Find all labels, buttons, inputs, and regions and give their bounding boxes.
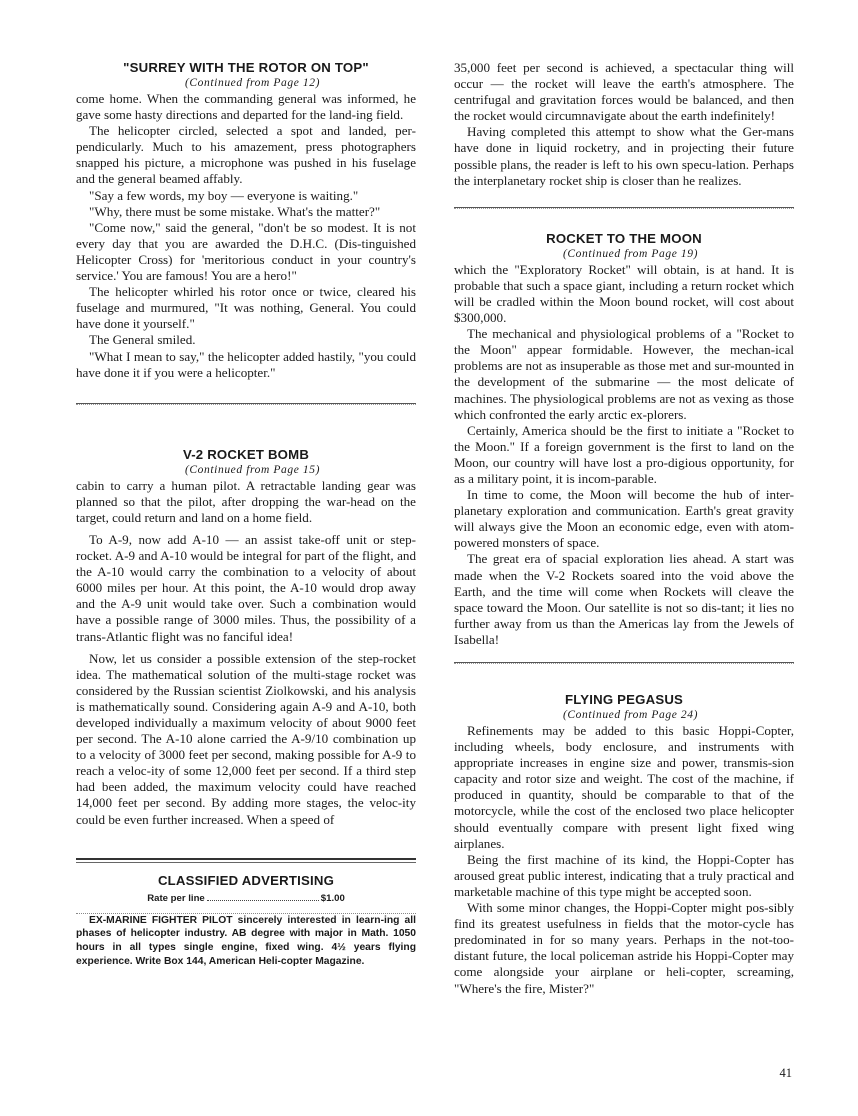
v2-continued: (Continued from Page 15) [184,463,321,476]
pegasus-paragraph: Being the first machine of its kind, the Hoppi-Copter has aroused great public interest, indicating that a truly practical and marketable machine of this type might be accepted soon. [454,851,794,899]
rate-value: $1.00 [320,892,345,904]
moon-paragraph: The great era of spacial exploration lies ahead. A start was made when the V-2 Rockets soared into the void above the Earth, and the time will come when Rockets will cleave the space toward the Moon. Our satellite is not so dis-tant; it lies no further away from us than the Americas lay from the Jewels of Isabella! [454,551,794,647]
pegasus-paragraph: With some minor changes, the Hoppi-Copter might pos-sibly find its greatest usefulness in fields that the motor-cycle has predominated in for so many years. Perhaps in the not-too-distant future, the local policeman astride his Hoppi-Copter may come alongside your airplane or heli-copter, screaming, "Where's the fire, Mister?" [454,900,794,996]
rate-leader-dots [207,900,319,901]
rate-line [76,891,416,907]
surrey-paragraph: The General smiled. [89,332,196,348]
surrey-paragraph: "Say a few words, my boy — everyone is waiting." [89,187,359,203]
v2-paragraph: cabin to carry a human pilot. A retractable landing gear was planned so that the pilot, after dropping the war-head on the target, could return and land on a home field. [76,477,416,525]
moon-paragraph: which the "Exploratory Rocket" will obtain, is at hand. It is probable that such a space giant, including a return rocket which will be cradled within the Moon bound rocket, will cost about $300,000. [454,261,794,326]
pegasus-title: FLYING PEGASUS [564,692,684,707]
moon-paragraph: The mechanical and physiological problems of a "Rocket to the Moon" appear formidable. However, the mechan-ical problems are not as insuperable as those met and sur-mounted in the development of the submarine — the most delicate of machines. The physiological problems are not as vexing as those which confronted the early arctic ex-plorers. [454,326,794,422]
section-divider [454,662,794,664]
v2-continuation-paragraph: 35,000 feet per second is achieved, a spectacular thing will occur — the rocket will leave the earth's atmosphere. The centrifugal and gravitation forces would be balanced, and then the rocket would circumnavigate about the earth indefinitely! [454,60,794,124]
moon-paragraph: In time to come, the Moon will become the hub of inter-planetary exploration and communication. Earth's great gravity will always give the Moon an economic edge, even with atom-powered monsters of space. [454,487,794,551]
right-column [454,60,794,997]
pegasus-paragraph: Refinements may be added to this basic Hoppi-Copter, including wheels, body enclosure, and instruments with appropriate increases in engine size and power, transmis-sion capacity and rotor size and weight. The cost of the machine, if produced in quantity, should be comparable to that of the motorcycle, while the cost of the enclosed two place helicopter should eventually compare with present light fixed wing airplanes. [454,723,794,851]
v2-paragraph: Now, let us consider a possible extension of the step-rocket idea. The mathematical solution of the multi-stage rocket was considered by the Russian scientist Ziolkowski, and his analysis is mathematically sound. Considering again A-9 and A-10, both developed individually a maximum velocity of about 9000 feet per second. The A-10 alone carried the A-9/10 combination up to a velocity of 3000 feet per second, making possible for A-9 to reach a veloc-ity of some 12,000 feet per second. If a third step had been added, the maximum velocity could have reached 14,000 feet per second. By adding more stages, the veloc-ity could be even further increased. When a speed of [76,650,416,827]
surrey-paragraph: "What I mean to say," the helicopter added hastily, "you could have done it if you were a helicopter." [76,348,416,380]
surrey-paragraph: "Come now," said the general, "don't be so modest. It is not every day that you are awarded the D.H.C. (Dis-tinguished Helicopter Cross) for 'meritorious conduct in your country's service.' You are famous! You are a hero!" [76,219,416,284]
surrey-paragraph: come home. When the commanding general was informed, he gave some hasty directions and departed for the land-ing field. [76,91,416,123]
section-divider [76,403,416,405]
classified-divider [76,858,416,863]
moon-title: ROCKET TO THE MOON [546,230,702,246]
surrey-paragraph: "Why, there must be some mistake. What's the matter?" [89,203,381,219]
v2-continuation-paragraph: Having completed this attempt to show what the Ger-mans have done in liquid rocketry, and in projecting their future possible plans, the reader is left to his own specu-lation. Perhaps the interplanetary rocket ship is closer than he realizes. [454,124,794,188]
classified-title: CLASSIFIED ADVERTISING [157,872,335,888]
surrey-paragraph: The helicopter whirled his rotor once or twice, cleared his fuselage and murmured, "It was nothing, General. You could have done it yourself." [76,284,416,332]
page-number: 41 [779,1066,792,1080]
left-column [76,60,416,968]
moon-paragraph: Certainly, America should be the first to initiate a "Rocket to the Moon." If a foreign government is the first to land on the Moon, our country will have lost a pro-digious opportunity, for as a military point, it is incom-parable. [454,422,794,486]
rate-label: Rate per line [147,892,205,904]
v2-paragraph: To A-9, now add A-10 — an assist take-off unit or step-rocket. A-9 and A-10 would be integral for part of the flight, and the A-10 would carry the combination to a velocity of about 6000 miles per hour. At this point, the A-10 would drop away and the A-9 unit would take over. Such a combination would have a possible range of 3000 miles. Thus, the possibility of a trans-Atlantic flight was no fanciful idea! [76,531,416,644]
surrey-paragraph: The helicopter circled, selected a spot and landed, per-pendicularly. Much to his amazement, press photographers snapped his picture, a microphone was pushed in his fuselage and the general beamed affably. [76,123,416,187]
moon-continued: (Continued from Page 19) [562,247,699,260]
surrey-title: "SURREY WITH THE ROTOR ON TOP" [123,60,369,75]
classified-ad: EX-MARINE FIGHTER PILOT sincerely interested in learn-ing all phases of helicopter industry. AB degree with major in Math. 1050 hours in all types single engine, fixed wing. 4½ years flying experience. Write Box 144, American Heli-copter Magazine. [76,914,416,967]
v2-title: V-2 ROCKET BOMB [182,446,310,462]
pegasus-continued: (Continued from Page 24) [562,709,699,721]
section-divider [454,207,794,209]
surrey-continued: (Continued from Page 12) [184,77,321,89]
